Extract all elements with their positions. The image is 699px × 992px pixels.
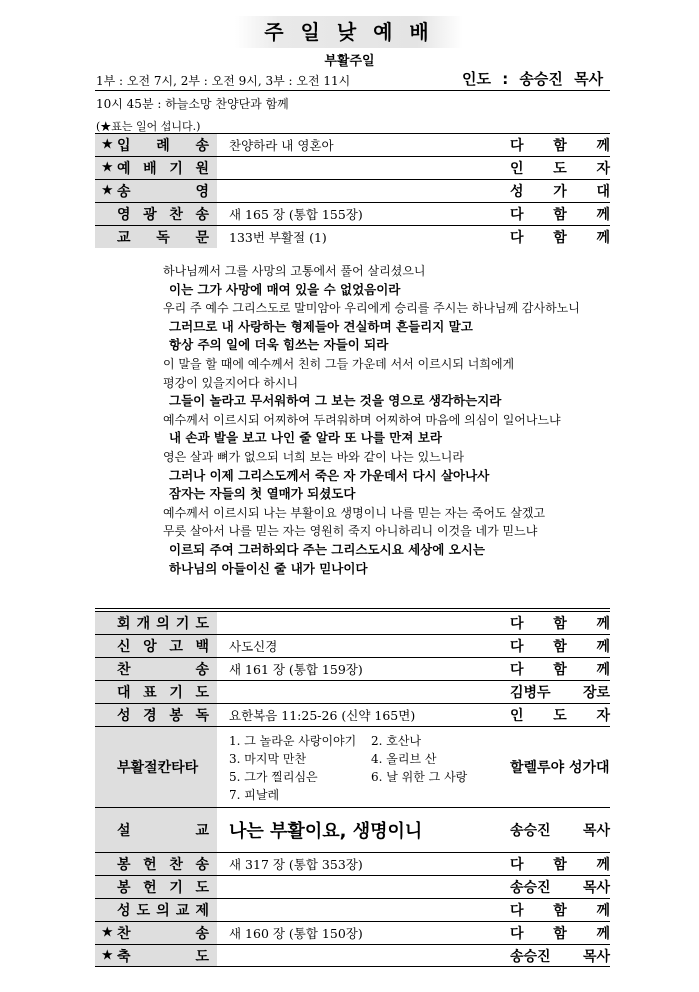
order-item-row [95, 726, 610, 807]
reading-line-leader: 평강이 있을지어다 하시니 [163, 375, 299, 390]
stand-star-icon: ★ [101, 136, 114, 153]
order-item-leader: 송승진 목사 [510, 823, 610, 839]
reading-line-congregation: 이는 그가 사망에 매여 있을 수 없었음이라 [169, 281, 401, 297]
order-item-label: 찬 송 [95, 658, 217, 680]
sermon-title: 나는 부활이요, 생명이니 [229, 821, 423, 842]
order-item-label: 봉 헌 찬 송 [95, 853, 217, 875]
order-item-content: 새 160 장 (통합 150장) [229, 926, 363, 941]
order-item-row [95, 852, 610, 875]
order-item-row [95, 898, 610, 921]
order-item-content [217, 876, 510, 898]
order-item-leader: 인 도 자 [510, 161, 610, 177]
reading-line-leader: 무릇 살아서 나를 믿는 자는 영원히 죽지 아니하리니 이것을 네가 믿느냐 [163, 524, 538, 539]
reading-line-congregation: 그러나 이제 그리스도께서 죽은 자 가운데서 다시 살아나사 [169, 467, 490, 483]
reading-line-leader: 예수께서 이르시되 나는 부활이요 생명이니 나를 믿는 자는 죽어도 살겠고 [163, 505, 546, 520]
order-item-row [95, 657, 610, 680]
order-item-content [217, 157, 510, 179]
order-item-label: 부활절칸타타 [95, 727, 217, 807]
order-item-label: ★ 송 영 [95, 180, 217, 202]
stand-star-icon: ★ [101, 182, 114, 199]
order-item-content: 새 165 장 (통합 155장) [229, 207, 363, 222]
order-item-leader: 다 함 께 [510, 926, 610, 942]
order-item-label: 설 교 [95, 808, 217, 852]
stand-star-icon: ★ [101, 924, 114, 941]
page-title: 주 일 낮 예 배 [235, 16, 463, 48]
order-item-label: 봉 헌 기 도 [95, 876, 217, 898]
order-item-leader: 다 함 께 [510, 662, 610, 678]
order-item-row [95, 611, 610, 634]
order-item-label: ★ 축 도 [95, 945, 217, 967]
reading-line-leader: 하나님께서 그를 사망의 고통에서 풀어 살리셨으니 [163, 264, 426, 278]
order-item-label: ★ 찬 송 [95, 922, 217, 944]
order-item-row [95, 703, 610, 726]
order-item-row [95, 634, 610, 657]
order-item-content [217, 727, 510, 807]
order-item-content: 요한복음 11:25-26 (신약 165면) [229, 708, 416, 723]
order-item-leader: 다 함 께 [510, 207, 610, 223]
order-item-leader: 성 가 대 [510, 184, 610, 200]
reading-line-congregation: 그들이 놀라고 무서워하여 그 보는 것을 영으로 생각하는지라 [169, 393, 502, 409]
order-item-label: ★ 입 례 송 [95, 134, 217, 156]
order-item-leader: 다 함 께 [510, 230, 610, 246]
reading-line-leader: 영은 살과 뼈가 없으되 너희 보는 바와 같이 나는 있느니라 [163, 449, 464, 464]
choir-note: 10시 45분 : 하늘소망 찬양단과 함께 [96, 97, 289, 111]
order-item-content [217, 681, 510, 703]
order-item-content: 사도신경 [229, 639, 278, 654]
order-item-leader: 다 함 께 [510, 903, 610, 919]
cantata-song: 1. 그 놀라운 사랑이야기 [229, 734, 357, 748]
order-item-content: 새 161 장 (통합 159장) [229, 662, 363, 677]
order-item-label: 성 경 봉 독 [95, 704, 217, 726]
order-item-row [95, 680, 610, 703]
order-item-content [217, 180, 510, 202]
responsive-reading [163, 262, 603, 578]
order-item-leader: 송승진 목사 [510, 949, 610, 965]
service-leader: 인도 : 송승진 목사 [462, 70, 604, 88]
order-item-label: 영 광 찬 송 [95, 203, 217, 225]
order-item-content [217, 808, 510, 852]
order-item-label: 성 도 의 교 제 [95, 899, 217, 921]
order-item-content: 133번 부활절 (1) [229, 230, 327, 245]
order-item-content [217, 899, 510, 921]
order-item-label: 신 앙 고 백 [95, 635, 217, 657]
order-item-leader: 다 함 께 [510, 616, 610, 632]
cantata-song: 2. 호산나 [371, 734, 422, 748]
order-item-content: 새 317 장 (통합 353장) [229, 857, 363, 872]
reading-line-congregation: 하나님의 아들이신 줄 내가 믿나이다 [169, 560, 368, 576]
cantata-song: 6. 날 위한 그 사랑 [371, 770, 468, 784]
order-item-row [95, 921, 610, 944]
order-item-label: 회 개 의 기 도 [95, 612, 217, 634]
order-item-row [95, 875, 610, 898]
cantata-song: 3. 마지막 만찬 [229, 752, 307, 766]
stand-note: (★표는 일어 섭니다.) [96, 120, 201, 133]
stand-star-icon: ★ [101, 947, 114, 964]
cantata-song: 5. 그가 찔리심은 [229, 770, 318, 784]
reading-line-congregation: 항상 주의 일에 더욱 힘쓰는 자들이 되라 [169, 337, 389, 353]
order-item-row [95, 156, 610, 179]
order-item-leader: 할렐루야 성가대 [510, 760, 610, 776]
reading-line-leader: 이 말을 할 때에 예수께서 친히 그들 가운데 서서 이르시되 너희에게 [163, 356, 515, 371]
order-item-label: ★ 예 배 기 원 [95, 157, 217, 179]
reading-line-congregation: 그러므로 내 사랑하는 형제들아 견실하며 흔들리지 말고 [169, 318, 473, 334]
bottom-rule [95, 966, 610, 967]
order-item-row [95, 179, 610, 202]
cantata-song: 7. 피날레 [229, 788, 280, 802]
header-divider [95, 90, 610, 91]
order-item-row [95, 133, 610, 156]
order-item-row [95, 202, 610, 225]
order-item-leader: 송승진 목사 [510, 880, 610, 896]
order-item-leader: 다 함 께 [510, 138, 610, 154]
reading-line-leader: 예수께서 이르시되 어찌하여 두려워하며 어찌하여 마음에 의심이 일어나느냐 [163, 412, 561, 427]
service-subtitle: 부활주일 [324, 54, 375, 69]
order-item-leader: 다 함 께 [510, 857, 610, 873]
reading-line-congregation: 잠자는 자들의 첫 열매가 되셨도다 [169, 486, 356, 502]
service-times: 1부 : 오전 7시, 2부 : 오전 9시, 3부 : 오전 11시 [96, 74, 351, 88]
cantata-song: 4. 올리브 산 [371, 752, 437, 766]
order-item-leader: 인 도 자 [510, 708, 610, 724]
order-item-content: 찬양하라 내 영혼아 [229, 138, 334, 153]
cantata-song-list [229, 730, 491, 804]
order-item-leader: 김병두 장로 [510, 685, 610, 701]
order-item-leader: 다 함 께 [510, 639, 610, 655]
section-divider [95, 608, 610, 609]
order-item-row [95, 944, 610, 967]
reading-line-congregation: 내 손과 발을 보고 나인 줄 알라 또 나를 만져 보라 [169, 430, 442, 446]
order-item-content [217, 612, 510, 634]
order-item-content [217, 945, 510, 967]
reading-line-leader: 우리 주 예수 그리스도로 말미암아 우리에게 승리를 주시는 하나님께 감사하노니 [163, 301, 580, 316]
order-item-label: 교 독 문 [95, 226, 217, 248]
order-item-label: 대 표 기 도 [95, 681, 217, 703]
stand-star-icon: ★ [101, 159, 114, 176]
order-item-row [95, 807, 610, 852]
order-item-row [95, 225, 610, 248]
reading-line-congregation: 이르되 주여 그러하외다 주는 그리스도시요 세상에 오시는 [169, 541, 485, 557]
